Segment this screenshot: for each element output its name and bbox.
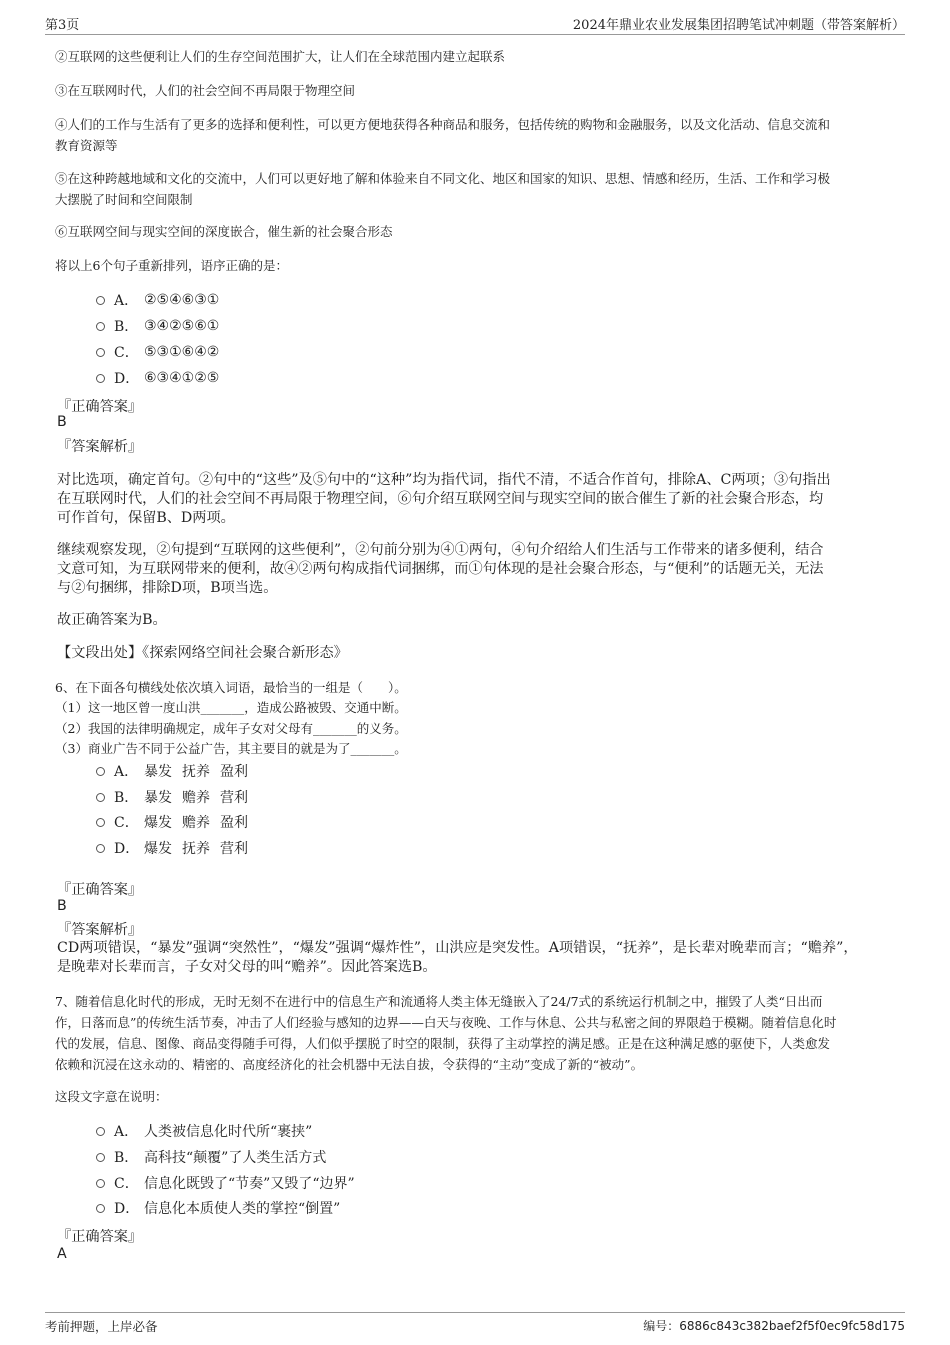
q6-item-1: （1）这一地区曾一度山洪_______，造成公路被毁、交通中断。: [55, 700, 407, 715]
radio-icon[interactable]: [96, 844, 105, 853]
q5-analysis-p2-line-3: 与②句捆绑，排除D项，B项当选。: [57, 580, 278, 596]
q7-answer: A: [57, 1246, 67, 1262]
question-6-stem: 6、在下面各句横线处依次填入词语，最恰当的一组是（ ）。: [55, 680, 407, 695]
footer-slogan: 考前押题，上岸必备: [45, 1319, 158, 1334]
radio-icon[interactable]: [96, 322, 105, 331]
q5-source: 【文段出处】《探索网络空间社会聚合新形态》: [57, 645, 348, 661]
sentence-6: ⑥互联网空间与现实空间的深度嵌合，催生新的社会聚合形态: [55, 224, 393, 239]
radio-icon[interactable]: [96, 767, 105, 776]
page-footer: [45, 1312, 905, 1335]
q5-analysis-p1-line-2: 在互联网时代，人们的社会空间不再局限于物理空间，⑥句介绍互联网空间与现实空间的嵌合催生了新的社会聚合形态，均: [57, 491, 824, 507]
q5-option-d[interactable]: D． ⑥③④①②⑤: [96, 368, 219, 388]
q5-option-a[interactable]: A． ②⑤④⑥③①: [96, 290, 219, 310]
radio-icon[interactable]: [96, 818, 105, 827]
question-5-prompt: 将以上6个句子重新排列，语序正确的是：: [55, 258, 288, 273]
sentence-4-line-1: ④人们的工作与生活有了更多的选择和便利性，可以更方便地获得各种商品和服务，包括传统的购物和金融服务，以及文化活动、信息交流和: [55, 117, 831, 132]
q6-analysis-line-1: CD两项错误，“暴发”强调“突然性”，“爆发”强调“爆炸性”，山洪应是突发性。A项错误，“抚养”，是长辈对晚辈而言；“赡养”，: [57, 940, 858, 956]
page-header: [45, 12, 905, 35]
q6-item-2: （2）我国的法律明确规定，成年子女对父母有_______的义务。: [55, 721, 407, 736]
q5-answer: B: [57, 414, 67, 430]
radio-icon[interactable]: [96, 348, 105, 357]
document-id: 编号：6886c843c382baef2f5f0ec9fc58d175: [643, 1319, 905, 1333]
q7-answer-label: 『正确答案』: [57, 1229, 143, 1245]
q6-answer: B: [57, 898, 67, 914]
q5-analysis-p2-line-2: 文意可知，为互联网带来的便利，故④②两句构成指代词捆绑，而①句体现的是社会聚合形态，与“便利”的话题无关，无法: [57, 561, 824, 577]
question-7-prompt: 这段文字意在说明：: [55, 1089, 168, 1104]
sentence-2: ②互联网的这些便利让人们的生存空间范围扩大，让人们在全球范围内建立起联系: [55, 49, 506, 64]
radio-icon[interactable]: [96, 296, 105, 305]
page-number: 第3页: [45, 18, 80, 33]
q6-option-d[interactable]: D． 爆发 抚养 营利: [96, 838, 248, 858]
radio-icon[interactable]: [96, 1204, 105, 1213]
q7-option-d[interactable]: D． 信息化本质使人类的掌控“倒置”: [96, 1198, 340, 1218]
question-7-stem-line-3: 代的发展，信息、图像、商品变得随手可得，人们似乎摆脱了时空的限制，获得了主动掌控的满足感。正是在这种满足感的驱使下，人类愈发: [55, 1036, 831, 1051]
q6-item-3: （3）商业广告不同于公益广告，其主要目的就是为了_______。: [55, 741, 407, 756]
q5-analysis-p3: 故正确答案为B。: [57, 612, 167, 628]
q5-answer-label: 『正确答案』: [57, 399, 143, 415]
q5-analysis-p1-line-1: 对比选项，确定首句。②句中的“这些”及⑤句中的“这种”均为指代词，指代不清，不适合作首句，排除A、C两项；③句指出: [57, 472, 831, 488]
q6-option-c[interactable]: C． 爆发 赡养 盈利: [96, 812, 248, 832]
question-7-stem-line-4: 依赖和沉浸在这永动的、精密的、高度经济化的社会机器中无法自拔，令获得的“主动”变成了新的“被动”。: [55, 1057, 644, 1072]
sentence-3: ③在互联网时代，人们的社会空间不再局限于物理空间: [55, 83, 356, 98]
radio-icon[interactable]: [96, 1127, 105, 1136]
q6-option-b[interactable]: B． 暴发 赡养 营利: [96, 787, 248, 807]
radio-icon[interactable]: [96, 1153, 105, 1162]
q5-option-c[interactable]: C． ⑤③①⑥④②: [96, 342, 219, 362]
q6-analysis-line-2: 是晚辈对长辈而言，子女对父母的叫“赡养”。因此答案选B。: [57, 959, 437, 975]
sentence-4-line-2: 教育资源等: [55, 138, 118, 153]
q5-analysis-p1-line-3: 可作首句，保留B、D两项。: [57, 510, 235, 526]
q7-option-a[interactable]: A． 人类被信息化时代所“裹挟”: [96, 1121, 312, 1141]
q6-analysis-label: 『答案解析』: [57, 922, 143, 938]
question-7-stem-line-1: 7、随着信息化时代的形成，无时无刻不在进行中的信息生产和流通将人类主体无缝嵌入了24/7式的系统运行机制之中，摧毁了人类“日出而: [55, 994, 823, 1009]
question-7-stem-line-2: 作，日落而息”的传统生活节奏，冲击了人们经验与感知的边界——白天与夜晚、工作与休息、公共与私密之间的界限趋于模糊。随着信息化时: [55, 1015, 837, 1030]
q5-option-b[interactable]: B． ③④②⑤⑥①: [96, 316, 219, 336]
q7-option-b[interactable]: B． 高科技“颠覆”了人类生活方式: [96, 1147, 326, 1167]
q6-answer-label: 『正确答案』: [57, 882, 143, 898]
document-title: 2024年鼎业农业发展集团招聘笔试冲刺题（带答案解析）: [572, 18, 905, 33]
q5-analysis-p2-line-1: 继续观察发现，②句提到“互联网的这些便利”，②句前分别为④①两句，④句介绍给人们生活与工作带来的诸多便利，结合: [57, 542, 824, 558]
q7-option-c[interactable]: C． 信息化既毁了“节奏”又毁了“边界”: [96, 1173, 355, 1193]
sentence-5-line-2: 大摆脱了时间和空间限制: [55, 192, 193, 207]
sentence-5-line-1: ⑤在这种跨越地域和文化的交流中，人们可以更好地了解和体验来自不同文化、地区和国家的知识、思想、情感和经历，生活、工作和学习极: [55, 171, 831, 186]
radio-icon[interactable]: [96, 793, 105, 802]
radio-icon[interactable]: [96, 1179, 105, 1188]
q5-analysis-label: 『答案解析』: [57, 439, 143, 455]
q6-option-a[interactable]: A． 暴发 抚养 盈利: [96, 761, 248, 781]
radio-icon[interactable]: [96, 374, 105, 383]
